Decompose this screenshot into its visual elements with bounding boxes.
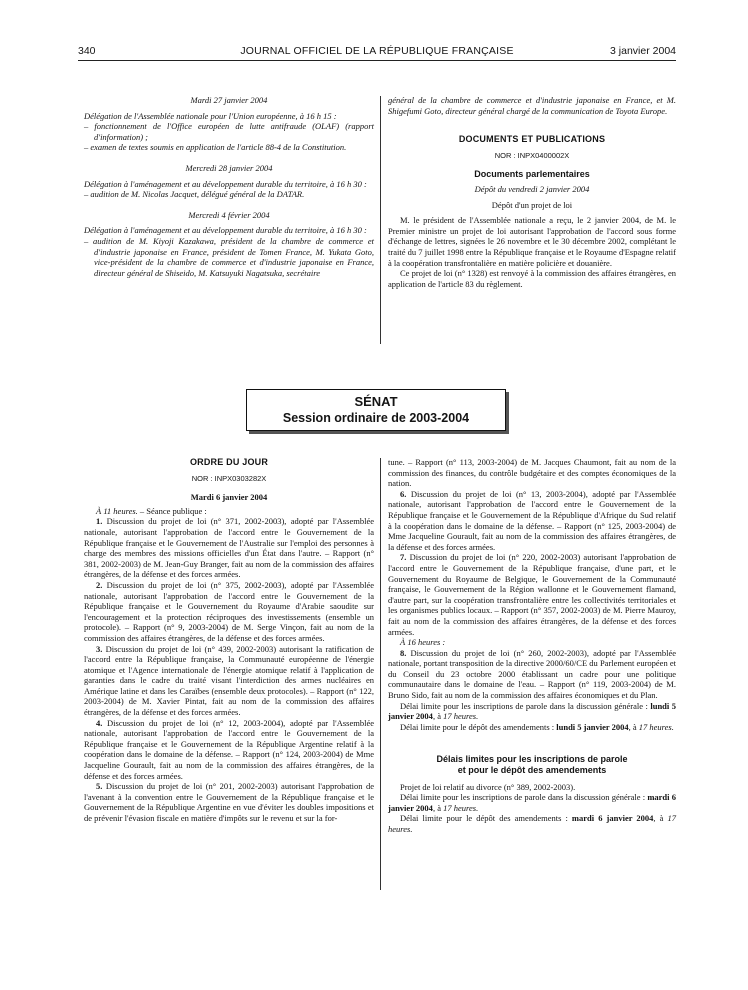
agenda-item: – audition de M. Kiyoji Kazakawa, président de la chambre de commerce et d'industrie japonaise en France, président de Tomen France, M. Yukata Goto, vice-président de la chambre de commerce et d'industrie japonaise en France, directeur général de Shiseido, M. Katsuyuki Nagatsuka, secrétaire — [84, 235, 374, 278]
date-heading: Mercredi 28 janvier 2004 — [185, 162, 273, 173]
column-divider — [380, 458, 381, 890]
section-title: ORDRE DU JOUR — [189, 457, 269, 467]
agenda-item: 2. Discussion du projet de loi (n° 375, 2002-2003), adopté par l'Assemblée nationale, autorisant l'approbation de l'accord entre le Gouvernement de la République française et le Gouvernement du Royaume d'Arabie saoudite sur l'encouragement et la protection réciproques des investissements (ensemble un protocole). – Rapport (n° 9, 2003-2004) de M. Serge Vinçon, fait au nom de la commission des affaires étrangères, de la défense et des forces armées. — [84, 579, 374, 643]
date-heading: Mardi 27 janvier 2004 — [190, 95, 268, 105]
bottom-right-column — [388, 457, 676, 835]
continued-text: général de la chambre de commerce et d'industrie japonaise en France, et M. Shigefumi Goto, directeur général chargé de la communication de Toyota Europe. — [388, 95, 676, 116]
deadline: Délai limite pour les inscriptions de parole dans la discussion générale : mardi 6 janvier 2004, à 17 heures. — [388, 792, 676, 813]
sitting-time: À 16 heures : — [400, 637, 446, 648]
delegation-intro: Délégation à l'aménagement et au développement durable du territoire, à 16 h 30 : — [84, 225, 367, 236]
senat-title: SÉNAT — [354, 394, 398, 409]
agenda-item: 1. Discussion du projet de loi (n° 371, 2002-2003), adopté par l'Assemblée nationale, autorisant l'approbation de l'accord entre le Gouvernement de la République française et le Gouvernement de l'Australie sur l'emploi des personnes à charge des membres des missions officielles d'un État dans l'autre. – Rapport (n° 381, 2002-2003) de M. Jean-Guy Branger, fait au nom de la commission des affaires étrangères, de la défense et des forces armées. — [84, 516, 374, 580]
agenda-item: 8. Discussion du projet de loi (n° 260, 2002-2003), adopté par l'Assemblée nationale, portant transposition de la directive 2000/60/CE du Parlement européen et du Conseil du 23 octobre 2000 établissant un cadre pour une politique communautaire dans le domaine de l'eau. – Rapport (n° 119, 2003-2004) de M. Bruno Sido, fait au nom de la commission des affaires économiques et du Plan. — [388, 647, 676, 701]
deadline: Délai limite pour le dépôt des amendements : lundi 5 janvier 2004, à 17 heures. — [400, 721, 674, 732]
issue-date: 3 janvier 2004 — [610, 45, 676, 57]
bottom-left-column — [84, 457, 374, 824]
agenda-item: 5. Discussion du projet de loi (n° 201, 2002-2003) autorisant l'approbation de l'avenant à la convention entre le Gouvernement de la République française et le Gouvernement de la République Argentine en vue d'éviter les doubles impositions et de prévenir l'évasion fiscale en matière d'impôts sur le revenu et sur la for- — [84, 781, 374, 823]
subsection-title: et pour le dépôt des amendements — [457, 765, 607, 776]
depot-date: Dépôt du vendredi 2 janvier 2004 — [474, 183, 590, 194]
delegation-intro: Délégation de l'Assemblée nationale pour l'Union européenne, à 16 h 15 : — [84, 110, 337, 121]
nor-reference: NOR : INPX0400002X — [494, 150, 570, 160]
nor-reference: NOR : INPX0303282X — [191, 473, 267, 483]
agenda-item: – examen de textes soumis en application de l'article 88-4 de la Constitution. — [84, 142, 347, 153]
agenda-item: 7. Discussion du projet de loi (n° 220, 2002-2003) autorisant l'approbation de l'accord entre le Gouvernement de la République française, d'une part, et le Gouvernement du Royaume de Belgique, le Gouvernement de la Communauté française, le Gouvernement de la Région wallonne et le Gouvernement flamand, d'autre part, sur la coopération transfrontalière entre les collectivités territoriales et les organismes publics locaux. – Rapport (n° 357, 2002-2003) de M. Pierre Mauroy, fait au nom de la commission des affaires étrangères, de la défense et des forces armées. — [388, 552, 676, 637]
agenda-item: 3. Discussion du projet de loi (n° 439, 2002-2003) autorisant la ratification de l'accord entre la République française, la Communauté européenne de l'énergie atomique et l'Agence internationale de l'énergie atomique relatif à l'application de garanties dans le cadre du traité visant l'interdiction des armes nucléaires en Amérique latine et dans les Caraïbes (ensemble deux protocoles). – Rapport (n° 122, 2003-2004) de M. Xavier Pintat, fait au nom de la commission des affaires étrangères, de la défense et des forces armées. — [84, 643, 374, 718]
senat-banner — [246, 389, 506, 431]
paragraph: M. le président de l'Assemblée nationale a reçu, le 2 janvier 2004, de M. le Premier ministre un projet de loi autorisant l'approbation de l'accord sous forme d'échange de lettres, signées le 26 novembre et le 30 décembre 2002, complétant le traité du 7 juillet 1998 entre la République française et le Royaume d'Espagne relatif à la coopération transfrontalière en matière policière et douanière. — [388, 215, 676, 268]
senat-subtitle: Session ordinaire de 2003-2004 — [282, 411, 470, 425]
paragraph: Ce projet de loi (n° 1328) est renvoyé à la commission des affaires étrangères, en application de l'article 83 du règlement. — [388, 268, 676, 289]
depot-title: Dépôt d'un projet de loi — [491, 199, 573, 210]
section-title: DOCUMENTS ET PUBLICATIONS — [458, 134, 606, 145]
date-heading: Mercredi 4 février 2004 — [188, 209, 270, 220]
column-divider — [380, 96, 381, 344]
subsection-title: Délais limites pour les inscriptions de parole — [436, 754, 628, 765]
journal-title: JOURNAL OFFICIEL DE LA RÉPUBLIQUE FRANÇAISE — [240, 45, 514, 57]
subsection-title: Documents parlementaires — [474, 169, 590, 180]
deadline: Délai limite pour le dépôt des amendements : mardi 6 janvier 2004, à 17 heures. — [388, 813, 676, 834]
header-rule — [78, 60, 676, 61]
agenda-item: – audition de M. Nicolas Jacquet, délégué général de la DATAR. — [84, 189, 305, 200]
continued-text: tune. – Rapport (n° 113, 2003-2004) de M. Jacques Chaumont, fait au nom de la commission des finances, du contrôle budgétaire et des comptes économiques de la nation. — [388, 457, 676, 489]
top-left-column — [84, 95, 374, 278]
deadline: Délai limite pour les inscriptions de parole dans la discussion générale : lundi 5 janvier 2004, à 17 heures. — [388, 700, 677, 722]
agenda-item: – fonctionnement de l'Office européen de lutte antifraude (OLAF) (rapport d'information) ; — [84, 121, 374, 142]
sitting-date: Mardi 6 janvier 2004 — [190, 492, 268, 503]
sitting-time: À 11 heures. – Séance publique : — [96, 505, 207, 516]
top-right-column — [388, 95, 676, 289]
delegation-intro: Délégation à l'aménagement et au développement durable du territoire, à 16 h 30 : — [84, 178, 367, 189]
page-number: 340 — [78, 45, 96, 57]
paragraph: Projet de loi relatif au divorce (n° 389, 2002-2003). — [400, 781, 576, 792]
agenda-item: 4. Discussion du projet de loi (n° 12, 2003-2004), adopté par l'Assemblée nationale, autorisant l'approbation de l'accord entre le Gouvernement de la République française et le Gouvernement de la République Argentine relatif à la coopération dans le domaine de la défense. – Rapport (n° 124, 2003-2004) de Mme Jacqueline Gourault, fait au nom de la commission des affaires étrangères, de la défense et des forces armées. — [84, 717, 374, 781]
agenda-item: 6. Discussion du projet de loi (n° 13, 2003-2004), adopté par l'Assemblée nationale, autorisant l'approbation de l'accord entre le Gouvernement de la République française et le Gouvernement de la République d'Afrique du Sud relatif à la coopération dans le domaine de la défense. – Rapport (n° 125, 2003-2004) de Mme Jacqueline Gourault, fait au nom de la commission des affaires étrangères, de la défense et des forces armées. — [388, 488, 676, 552]
